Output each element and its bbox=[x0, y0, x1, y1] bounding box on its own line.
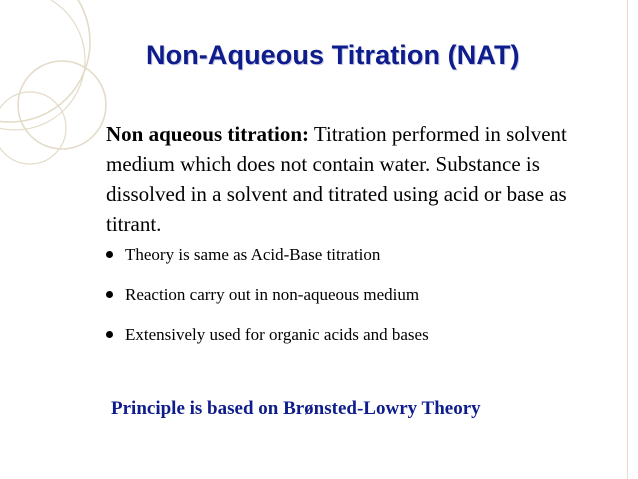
bullet-item: Reaction carry out in non-aqueous medium bbox=[106, 285, 429, 305]
decorative-line bbox=[627, 0, 628, 479]
bullet-item: Theory is same as Acid-Base titration bbox=[106, 245, 429, 265]
bullet-icon bbox=[106, 291, 113, 298]
principle-text: Principle is based on Brønsted-Lowry Theory bbox=[111, 398, 481, 419]
intro-text: Titration performed in solvent medium which does not contain water. Substance is dissolved in a solvent and titrated using acid or base as titrant. bbox=[106, 122, 567, 236]
intro-term: Non aqueous titration: bbox=[106, 122, 310, 146]
bullet-icon bbox=[106, 251, 113, 258]
intro-paragraph bbox=[106, 119, 606, 239]
bullet-icon bbox=[106, 331, 113, 338]
bullet-item: Extensively used for organic acids and bases bbox=[106, 325, 429, 345]
slide-title: Non-Aqueous Titration (NAT) bbox=[146, 40, 520, 70]
bullet-list bbox=[106, 245, 429, 365]
